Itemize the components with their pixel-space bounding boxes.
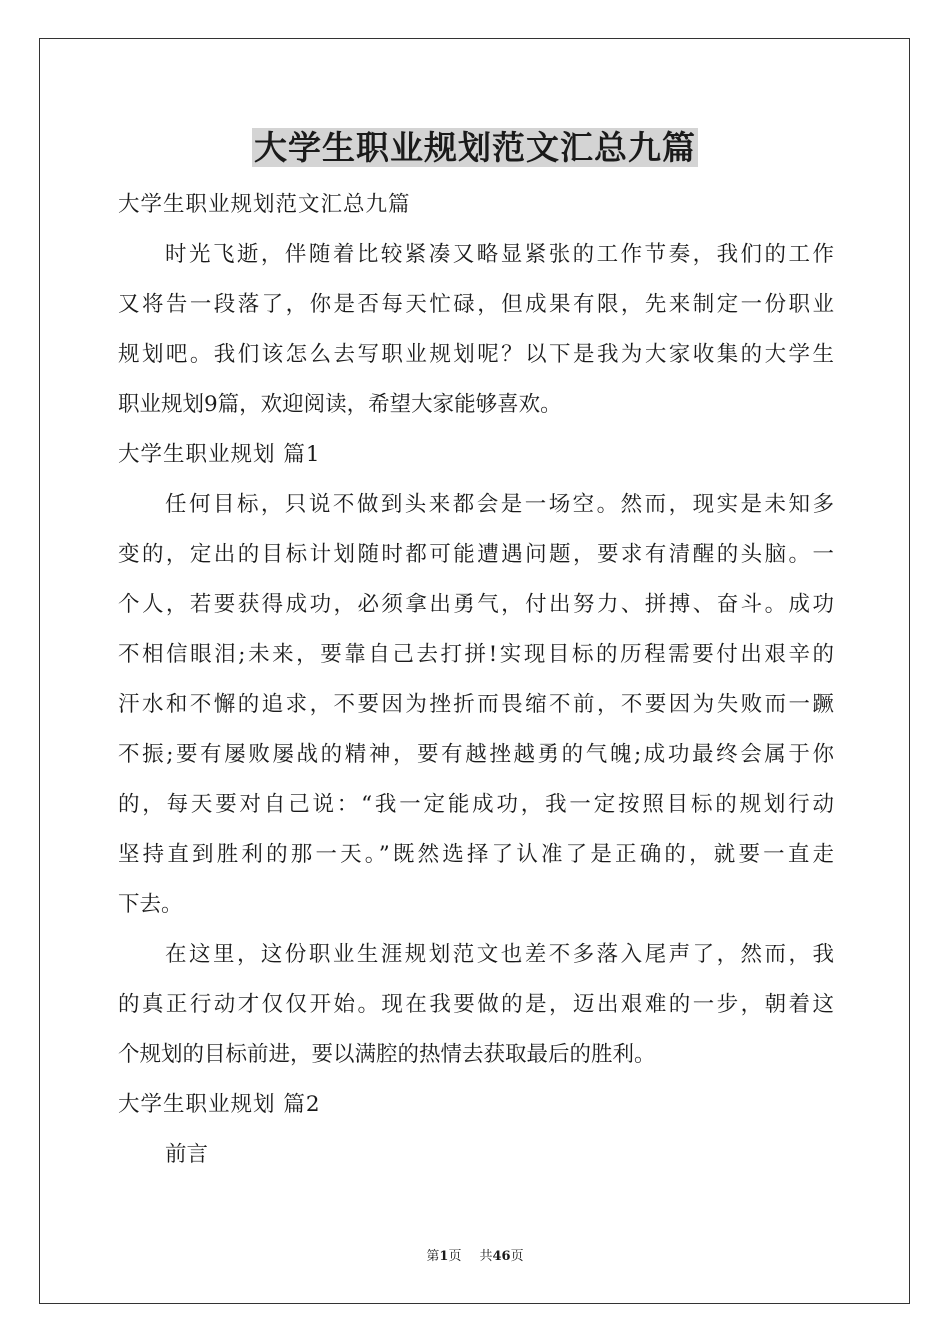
page-number: 1 bbox=[439, 1249, 449, 1264]
text-line: 前言 bbox=[165, 1142, 209, 1167]
text-line: 变的，定出的目标计划随时都可能遭遇问题，要求有清醒的头脑。一 bbox=[118, 542, 834, 567]
section-heading: 大学生职业规划 篇1 bbox=[118, 442, 321, 467]
text-line: 又将告一段落了，你是否每天忙碌，但成果有限，先来制定一份职业 bbox=[118, 292, 834, 317]
page-prefix: 第 bbox=[426, 1249, 440, 1264]
text-line: 在这里，这份职业生涯规划范文也差不多落入尾声了，然而，我 bbox=[165, 942, 834, 967]
text-line: 个人，若要获得成功，必须拿出勇气，付出努力、拼搏、奋斗。成功 bbox=[118, 592, 834, 617]
text-line: 不相信眼泪;未来，要靠自己去打拼!实现目标的历程需要付出艰辛的 bbox=[118, 642, 834, 667]
text-line: 个规划的目标前进，要以满腔的热情去获取最后的胜利。 bbox=[118, 1042, 656, 1067]
text-line: 不振;要有屡败屡战的精神，要有越挫越勇的气魄;成功最终会属于你 bbox=[118, 742, 834, 767]
text-line: 的真正行动才仅仅开始。现在我要做的是，迈出艰难的一步，朝着这 bbox=[118, 992, 834, 1017]
document-body bbox=[118, 180, 834, 1180]
text-line: 规划吧。我们该怎么去写职业规划呢？以下是我为大家收集的大学生 bbox=[118, 342, 834, 367]
section-heading: 大学生职业规划 篇2 bbox=[118, 1092, 321, 1117]
text-line: 下去。 bbox=[118, 892, 183, 917]
text-line: 时光飞逝，伴随着比较紧凑又略显紧张的工作节奏，我们的工作 bbox=[165, 242, 834, 267]
text-line: 职业规划9篇，欢迎阅读，希望大家能够喜欢。 bbox=[118, 392, 562, 417]
document-title-text: 大学生职业规划范文汇总九篇 bbox=[254, 128, 696, 167]
page-suffix: 页 bbox=[448, 1249, 462, 1264]
page-footer bbox=[0, 1248, 950, 1266]
text-line: 的，每天要对自己说：“我一定能成功，我一定按照目标的规划行动 bbox=[118, 792, 834, 817]
section-heading: 大学生职业规划范文汇总九篇 bbox=[118, 192, 411, 217]
total-pages: 46 bbox=[492, 1249, 511, 1264]
document-title bbox=[0, 126, 950, 170]
text-line: 坚持直到胜利的那一天。”既然选择了认准了是正确的，就要一直走 bbox=[118, 842, 834, 867]
total-suffix: 页 bbox=[510, 1249, 524, 1264]
text-line: 汗水和不懈的追求，不要因为挫折而畏缩不前，不要因为失败而一蹶 bbox=[118, 692, 834, 717]
total-prefix: 共 bbox=[479, 1249, 493, 1264]
text-line: 任何目标，只说不做到头来都会是一场空。然而，现实是未知多 bbox=[165, 492, 834, 517]
